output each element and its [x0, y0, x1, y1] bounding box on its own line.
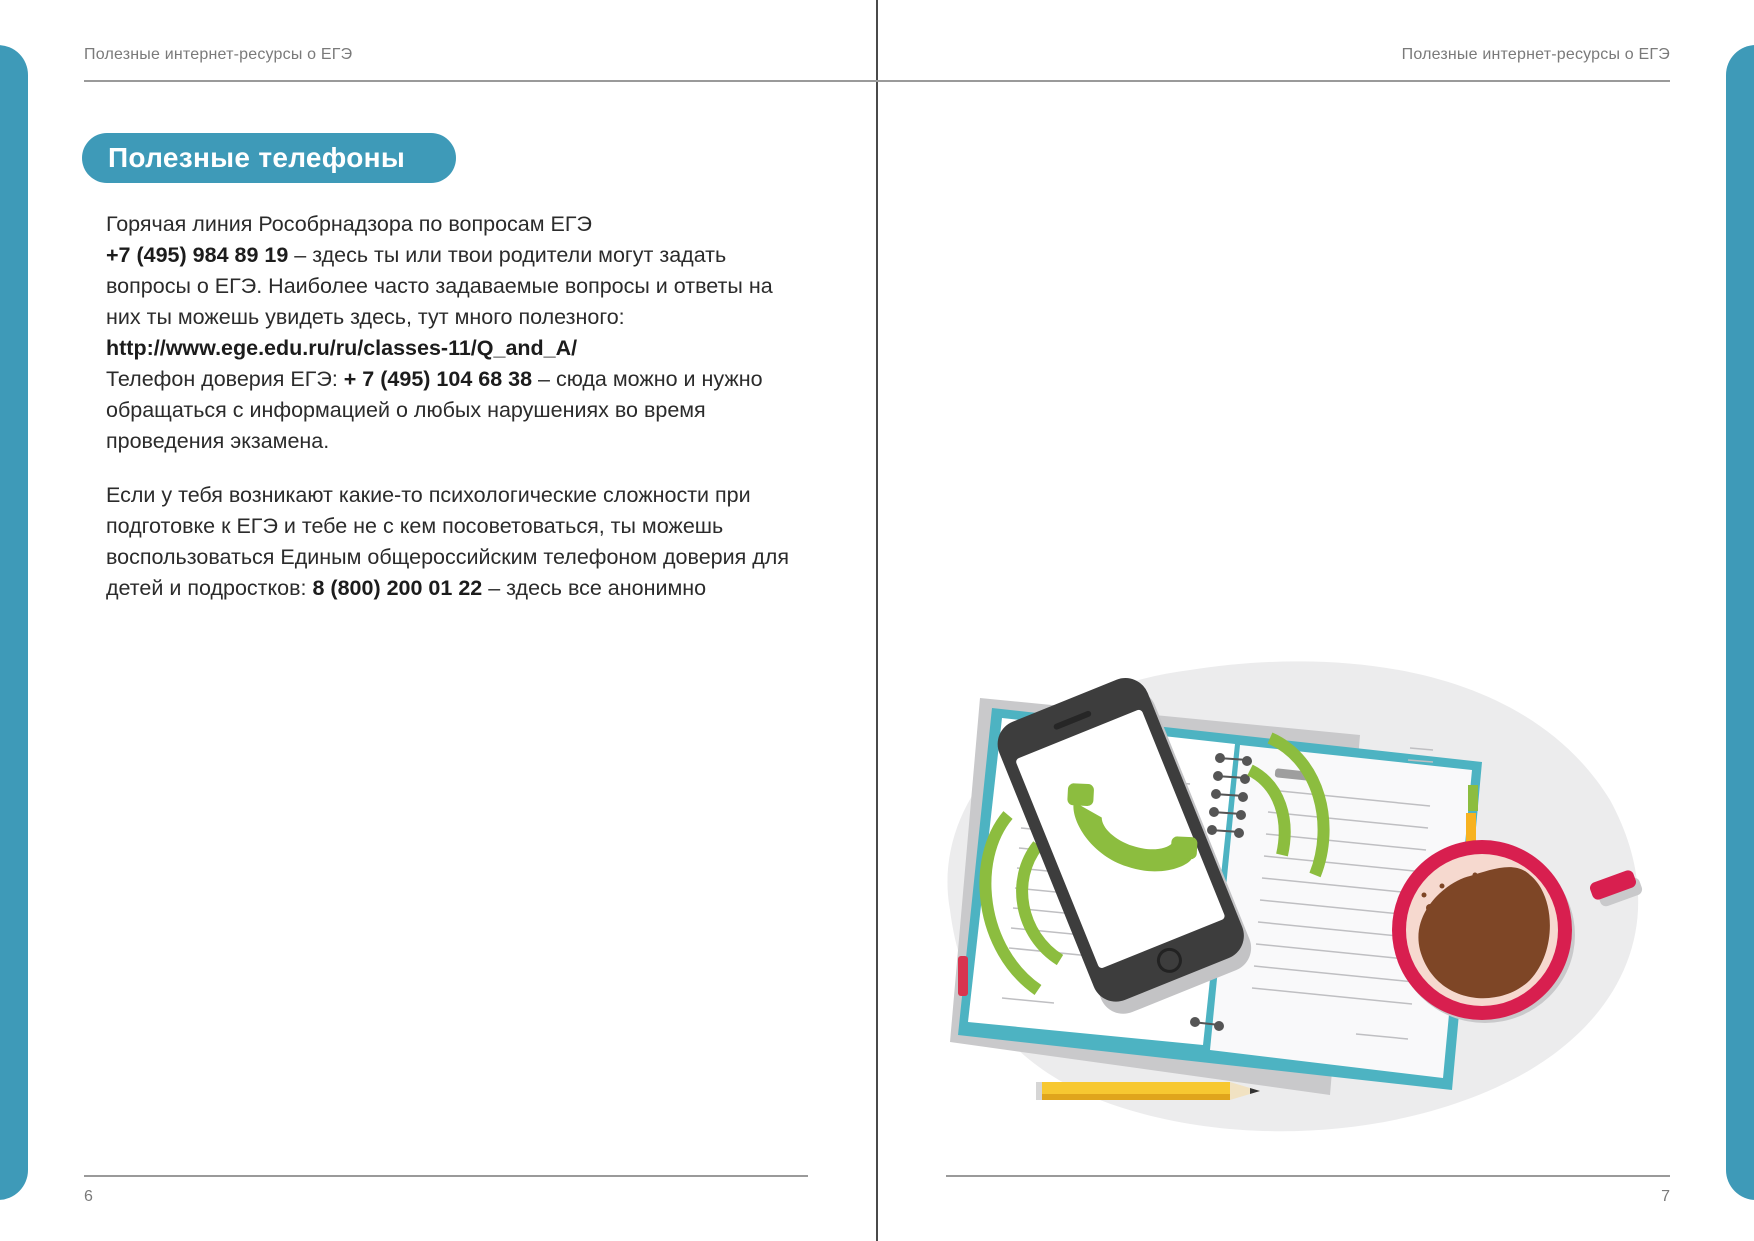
- book-spine: [876, 0, 878, 1241]
- notebook-tab-red: [958, 956, 968, 996]
- trust-line-description: – сюда можно и нужно обращаться с информацией о любых нарушениях во время проведения экзамена.: [106, 367, 763, 453]
- right-running-head: Полезные интернет-ресурсы о ЕГЭ: [1401, 46, 1670, 63]
- pencil-icon: [1036, 1082, 1260, 1100]
- right-page-number: 7: [1661, 1188, 1670, 1205]
- bottom-left-rule: [84, 1175, 808, 1177]
- hotline-intro: Горячая линия Рособрнадзора по вопросам ЕГЭ: [106, 212, 592, 236]
- psych-help-phone: 8 (800) 200 01 22: [312, 576, 483, 600]
- top-right-rule: [877, 80, 1670, 82]
- trust-line-phone: + 7 (495) 104 68 38: [343, 367, 533, 391]
- section-title: Полезные телефоны: [82, 133, 456, 183]
- hotline-phone: +7 (495) 984 89 19: [106, 243, 289, 267]
- faq-link[interactable]: http://www.ege.edu.ru/ru/classes-11/Q_and_A/: [106, 336, 578, 360]
- hotline-paragraph: [106, 209, 806, 457]
- psych-help-paragraph: [106, 480, 806, 604]
- left-running-head: Полезные интернет-ресурсы о ЕГЭ: [84, 46, 353, 63]
- hotline-description: – здесь ты или твои родители могут задать вопросы о ЕГЭ. Наиболее часто задаваемые вопросы и ответы на них ты можешь увидеть здесь, тут много полезного:: [106, 243, 773, 329]
- psych-help-text: Если у тебя возникают какие-то психологические сложности при подготовке к ЕГЭ и тебе не с кем посоветоваться, ты можешь воспользоваться Единым общероссийским телефоном доверия для детей и подростков:: [106, 483, 789, 600]
- notebook-tab-yellow: [1466, 813, 1476, 843]
- bottom-right-rule: [946, 1175, 1670, 1177]
- left-side-tab: [0, 45, 28, 1200]
- trust-line-label: Телефон доверия ЕГЭ:: [106, 367, 344, 391]
- psych-help-note: – здесь все анонимно: [482, 576, 707, 600]
- phone-notebook-illustration: [930, 650, 1680, 1150]
- top-left-rule: [84, 80, 877, 82]
- notebook-tab-green: [1468, 785, 1478, 811]
- left-page-number: 6: [84, 1188, 93, 1205]
- right-side-tab: [1726, 45, 1754, 1200]
